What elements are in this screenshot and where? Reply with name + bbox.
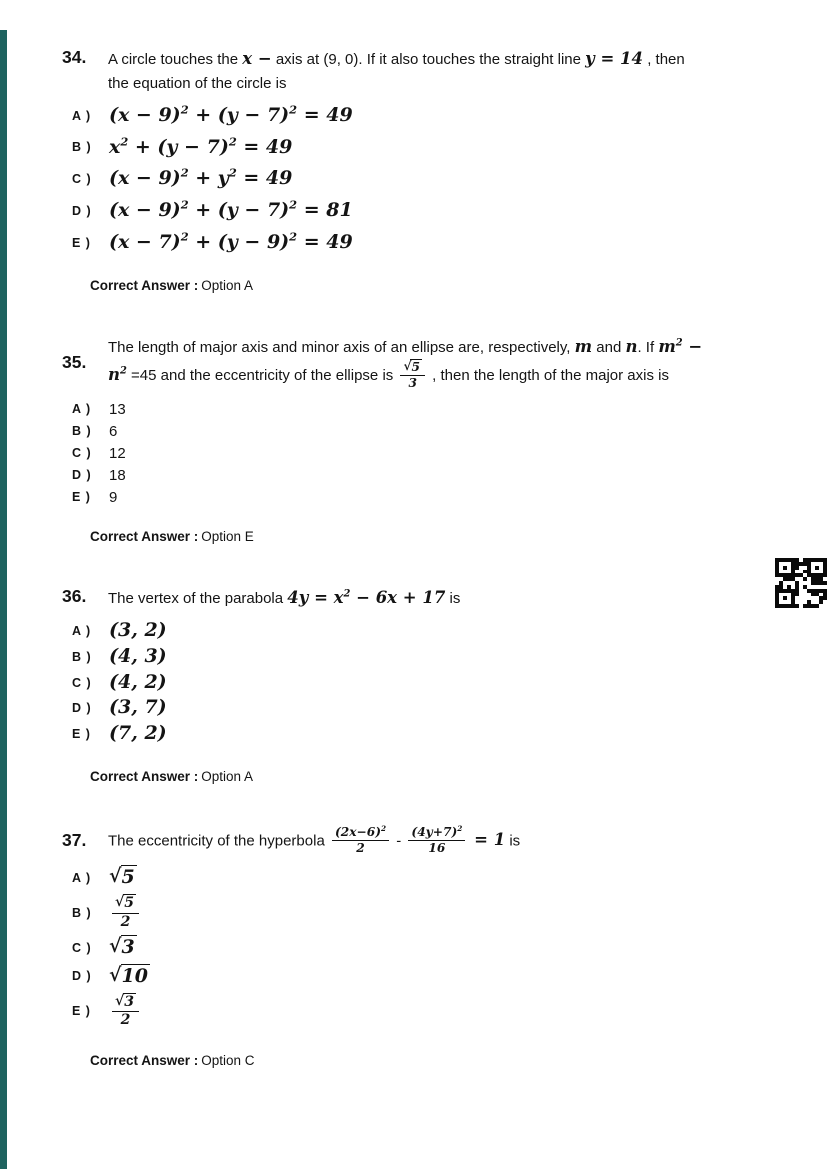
question-text: A circle touches the x − axis at (9, 0). If it also touches the straight line y = 14 , then the equation of the circle is <box>108 49 685 92</box>
option-value: (4, 3) <box>109 644 167 667</box>
correct-answer-value: Option A <box>201 768 254 784</box>
option-label: D ) <box>72 701 92 716</box>
correct-answer-value: Option E <box>201 528 254 544</box>
option-value: 9 <box>109 488 118 506</box>
option-label: E ) <box>72 490 91 505</box>
option-label: A ) <box>72 870 92 885</box>
option-value: √ 10 <box>109 964 148 988</box>
option-value: √ 5 2 <box>109 894 142 931</box>
option-label: B ) <box>72 905 92 920</box>
option-label: C ) <box>72 446 92 461</box>
option-value: √ 3 <box>109 935 135 959</box>
correct-answer <box>90 529 781 544</box>
option-row <box>62 167 781 191</box>
option-label: C ) <box>72 172 92 187</box>
option-row <box>62 964 781 989</box>
option-value: $(x - 9)^2 + (y - 7)^2 = 81$ <box>109 197 353 222</box>
option-row <box>62 696 781 720</box>
question-text: The eccentricity of the hyperbola $\frac{(2x-6)^2}{2}$ - $\frac{(4y+7)^2}{16}$ = 1 is <box>108 823 521 856</box>
qr-code <box>775 558 827 608</box>
option-value: 13 <box>109 400 126 418</box>
option-value: $(x - 9)^2 + y^2 = 49$ <box>109 165 293 190</box>
option-label: B ) <box>72 649 92 664</box>
option-value: $(x - 9)^2 + (y - 7)^2 = 49$ <box>109 102 353 126</box>
option-row <box>62 199 781 223</box>
correct-answer-label: Correct Answer : <box>90 1053 199 1068</box>
options-list <box>62 104 781 255</box>
option-row <box>62 865 781 890</box>
correct-answer-value: Option A <box>201 277 254 293</box>
correct-answer-label: Correct Answer : <box>90 528 199 544</box>
option-row <box>62 423 781 440</box>
option-row <box>62 619 781 643</box>
option-row <box>62 645 781 669</box>
option-value: $x^2 + (y - 7)^2 = 49$ <box>109 134 293 158</box>
option-value: (4, 2) <box>109 670 167 693</box>
option-value: (3, 7) <box>109 696 167 719</box>
option-row <box>62 231 781 255</box>
question-text: The length of major axis and minor axis of an ellipse are, respectively, m and n. If $m^2$ − $n^2 =45$ and the eccentricity of the ellipse is √ 5 3 , then the length of the major axis is <box>108 336 703 391</box>
option-label: D ) <box>72 203 92 218</box>
option-row <box>62 722 781 746</box>
question-37 <box>62 825 781 1068</box>
question-number: 37. <box>62 829 87 850</box>
option-label: C ) <box>72 675 92 690</box>
option-row <box>62 136 781 160</box>
options-list <box>62 401 781 506</box>
question-text: The vertex of the parabola $4y = x^2 - 6x + 17$ is <box>108 587 461 607</box>
option-row <box>62 993 781 1030</box>
correct-answer <box>90 1053 781 1068</box>
option-label: B ) <box>72 140 92 155</box>
question-number: 34. <box>62 47 87 67</box>
option-row <box>62 671 781 695</box>
option-value: √ 5 <box>109 865 135 889</box>
option-row <box>62 401 781 418</box>
option-label: A ) <box>72 624 92 639</box>
question-number: 36. <box>62 585 87 606</box>
question-header <box>62 46 781 95</box>
option-label: E ) <box>72 1004 91 1019</box>
option-label: A ) <box>72 108 92 123</box>
option-row <box>62 104 781 128</box>
correct-answer <box>90 769 781 784</box>
question-number: 35. <box>62 351 87 372</box>
option-label: B ) <box>72 424 92 439</box>
option-value: 6 <box>109 422 118 440</box>
correct-answer-label: Correct Answer : <box>90 277 199 293</box>
option-value: 12 <box>109 444 126 462</box>
question-header <box>62 585 781 611</box>
option-label: D ) <box>72 969 92 984</box>
option-row <box>62 489 781 506</box>
question-34 <box>62 46 781 293</box>
option-value: (7, 2) <box>109 722 167 745</box>
option-label: D ) <box>72 468 92 483</box>
question-header <box>62 334 781 392</box>
option-value: $(x - 7)^2 + (y - 9)^2 = 49$ <box>109 229 353 253</box>
question-36 <box>62 585 781 784</box>
options-list <box>62 865 781 1030</box>
option-label: C ) <box>72 940 92 955</box>
question-35 <box>62 334 781 544</box>
option-value: √ 3 2 <box>109 993 142 1030</box>
option-value: 18 <box>109 466 126 484</box>
option-row <box>62 894 781 931</box>
option-label: E ) <box>72 727 91 742</box>
option-label: A ) <box>72 402 92 417</box>
question-header <box>62 825 781 857</box>
correct-answer-label: Correct Answer : <box>90 768 199 784</box>
options-list <box>62 619 781 746</box>
option-value: (3, 2) <box>109 619 167 642</box>
option-row <box>62 445 781 462</box>
option-row <box>62 935 781 960</box>
correct-answer-value: Option C <box>201 1053 255 1068</box>
option-row <box>62 467 781 484</box>
option-label: E ) <box>72 235 91 250</box>
correct-answer <box>90 278 781 293</box>
